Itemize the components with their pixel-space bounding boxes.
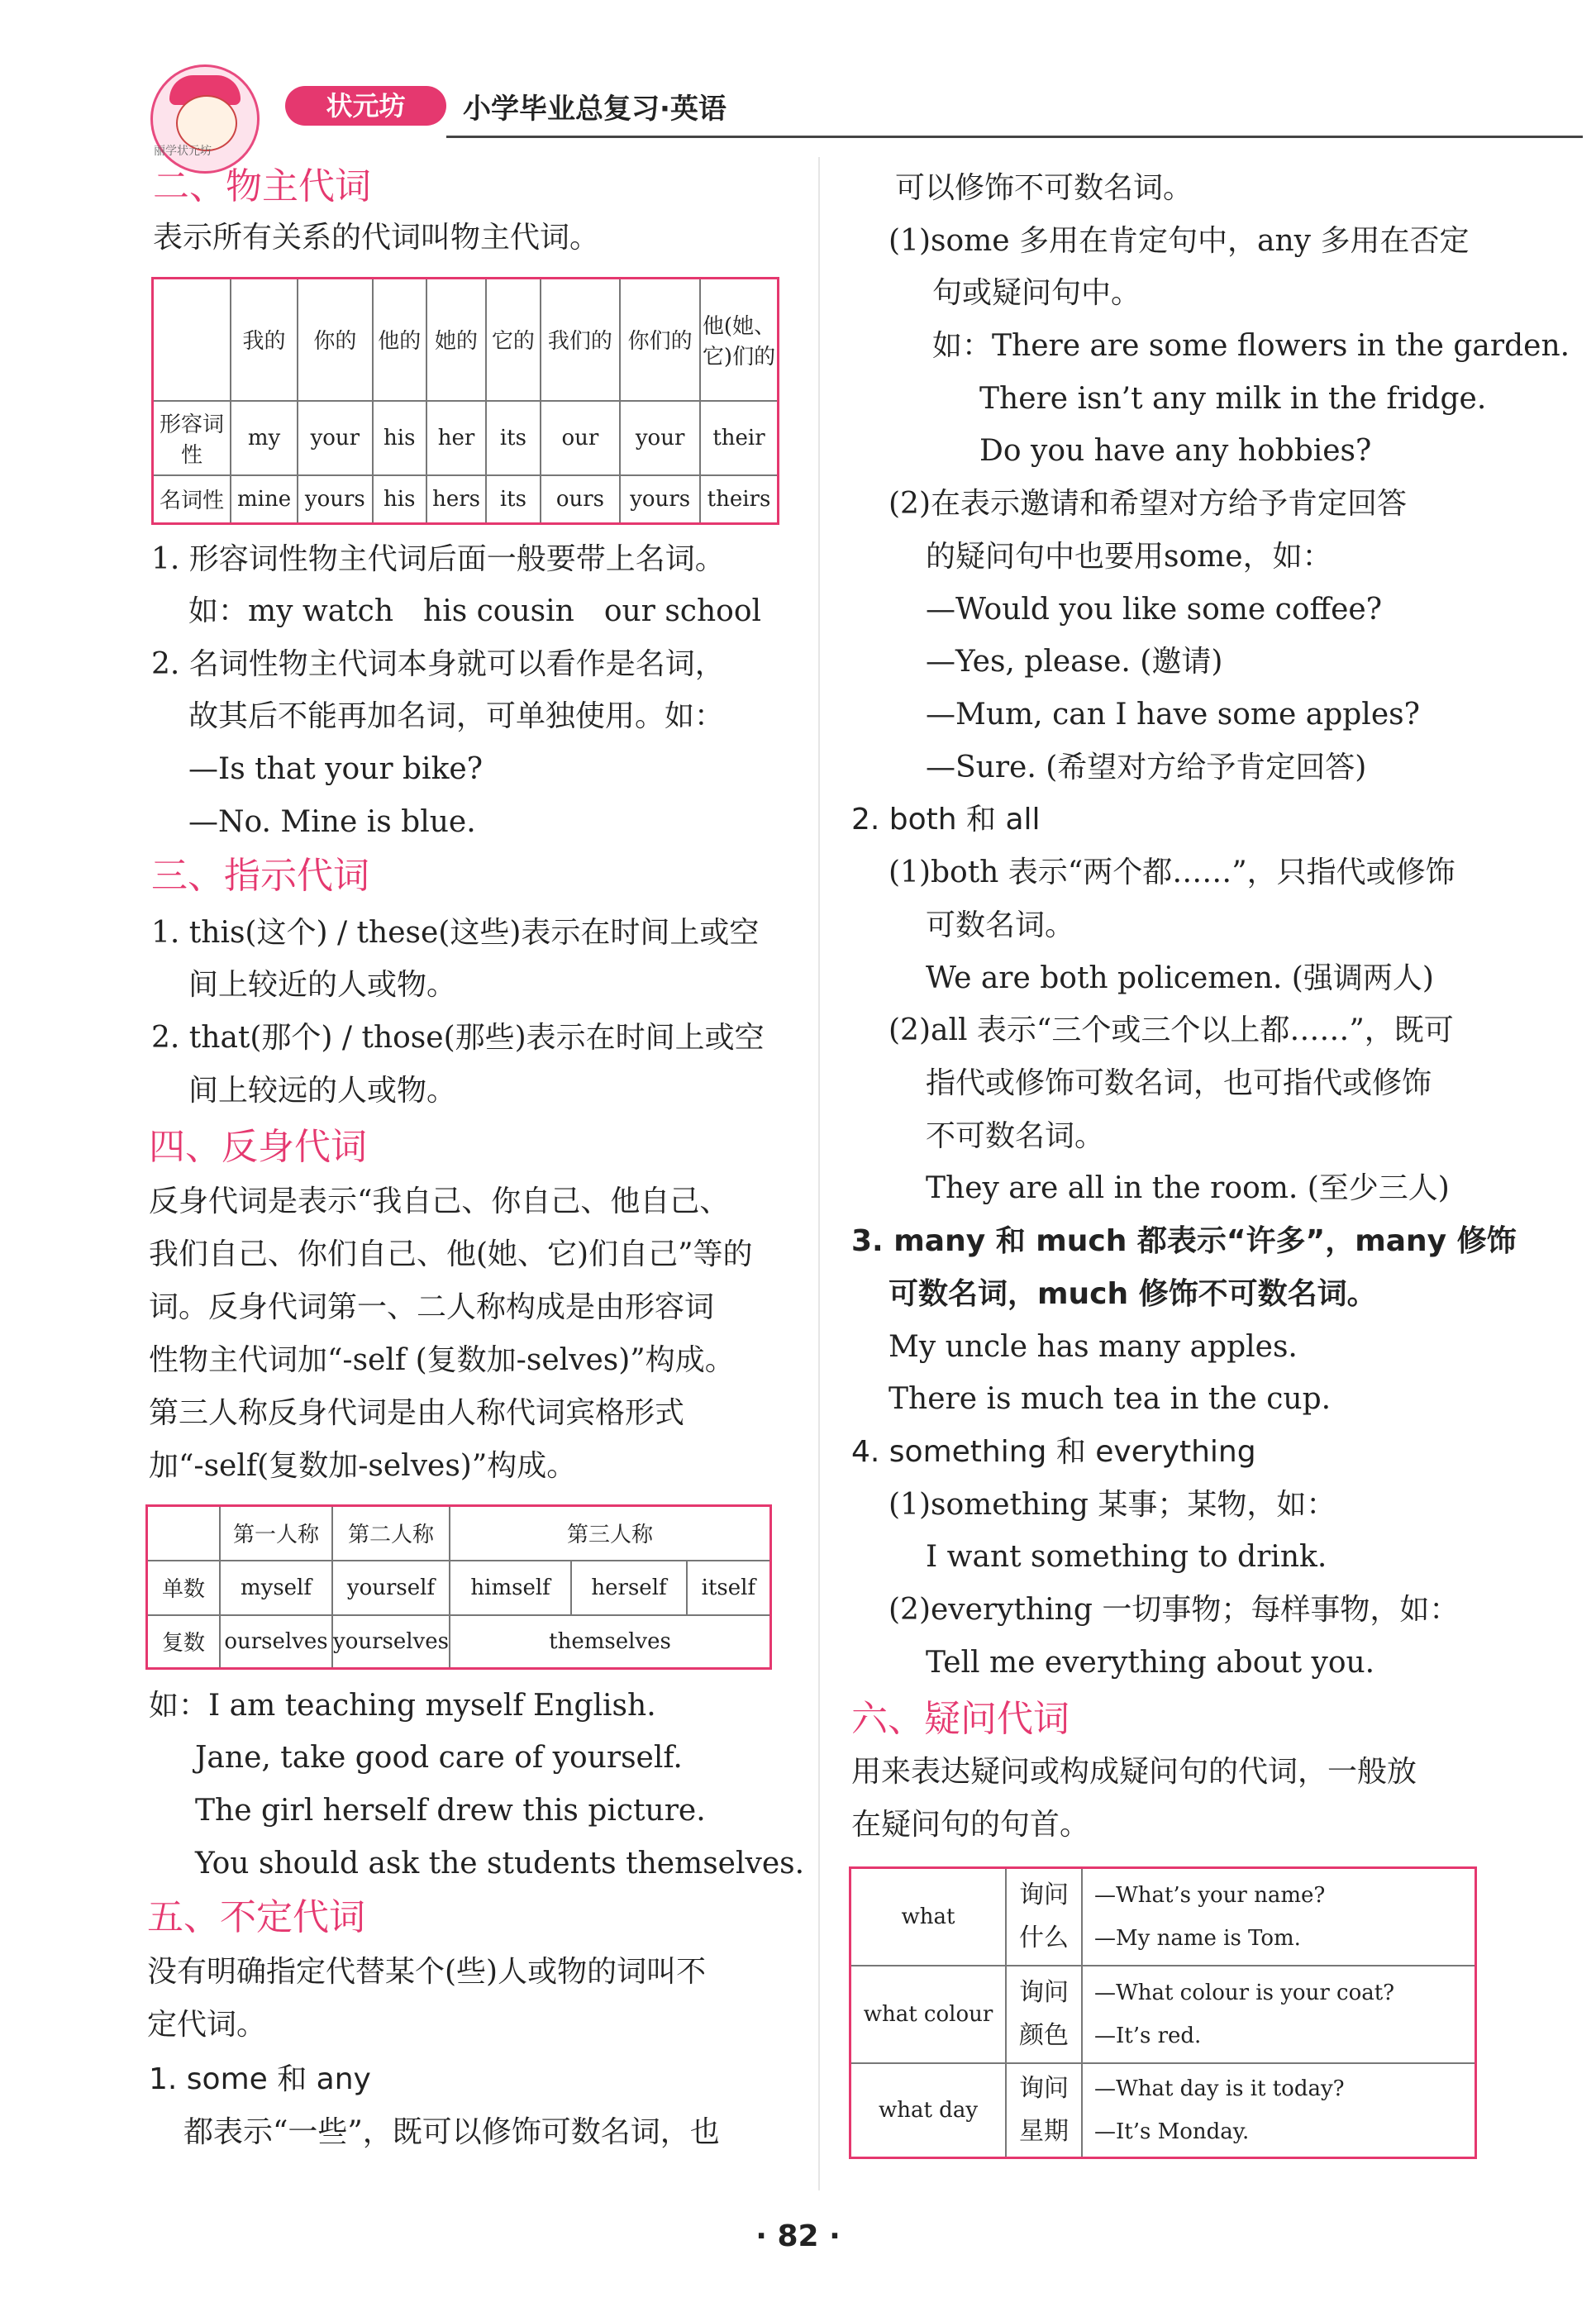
example-line: —It’s red. — [1094, 2023, 1202, 2048]
section-4-example: Jane, take good care of yourself. — [195, 1741, 683, 1775]
table-cell: yourself — [332, 1561, 450, 1615]
section-2-point-2-cont: 故其后不能再加名词，可单独使用。如： — [188, 699, 725, 733]
section-4-example: 如：I am teaching myself English. — [149, 1689, 656, 1723]
section-4-example: The girl herself drew this picture. — [195, 1794, 706, 1828]
section-5-intro-cont: 定代词。 — [147, 2008, 267, 2042]
question-word: what day — [850, 2063, 1007, 2158]
section-2-point-1-example: 如：my watch his cousin our school — [188, 594, 762, 628]
book-title: 小学毕业总复习·英语 — [463, 93, 727, 126]
table-cell: hers — [426, 475, 486, 524]
section-5-point-1-title: 1. some 和 any — [149, 2062, 371, 2096]
example-line: —It’s Monday. — [1094, 2119, 1250, 2144]
row-label: 名词性 — [153, 475, 231, 524]
right-text: My uncle has many apples. — [889, 1330, 1298, 1364]
right-text: —Would you like some coffee? — [926, 593, 1383, 627]
reflexive-table — [145, 1504, 772, 1670]
table-cell: her — [426, 401, 486, 475]
section-4-heading: 四、反身代词 — [149, 1126, 367, 1168]
section-3-point-1-cont: 间上较近的人或物。 — [188, 968, 457, 1002]
question-example — [1082, 2063, 1476, 2158]
section-5-heading: 五、不定代词 — [147, 1896, 365, 1938]
right-text: (1)something 某事；某物，如： — [889, 1488, 1336, 1522]
section-3-point-1: 1. this(这个) / these(这些)表示在时间上或空 — [151, 916, 760, 950]
question-meaning — [1006, 1966, 1082, 2063]
example-line: —Is that your bike? — [188, 752, 483, 786]
table-header: 她的 — [426, 279, 486, 401]
table-cell: its — [486, 475, 540, 524]
meaning-line: 星期 — [1019, 2116, 1069, 2146]
table-header: 第二人称 — [332, 1506, 450, 1561]
table-cell: yours — [620, 475, 700, 524]
right-text: 如：There are some flowers in the garden. — [932, 329, 1570, 363]
section-4-text: 词。反身代词第一、二人称构成是由形容词 — [149, 1290, 715, 1324]
table-header: 第一人称 — [220, 1506, 332, 1561]
row-label: 形容词性 — [153, 401, 231, 475]
right-text: We are both policemen. (强调两人) — [926, 961, 1434, 995]
table-cell — [153, 279, 231, 401]
table-cell: mine — [231, 475, 298, 524]
right-text: I want something to drink. — [926, 1540, 1327, 1574]
table-cell: itself — [687, 1561, 771, 1615]
right-point-title: 2. both 和 all — [851, 803, 1041, 837]
right-point-title: 4. something 和 everything — [851, 1435, 1256, 1469]
right-text: They are all in the room. (至少三人) — [926, 1171, 1450, 1205]
table-header: 他的 — [373, 279, 426, 401]
section-4-example: You should ask the students themselves. — [195, 1847, 805, 1881]
table-header: 他(她、它)们的 — [700, 279, 779, 401]
section-3-point-2-cont: 间上较远的人或物。 — [188, 1074, 457, 1108]
example-line: —No. Mine is blue. — [188, 805, 476, 839]
table-cell: himself — [450, 1561, 571, 1615]
table-cell: your — [298, 401, 372, 475]
section-4-text: 我们自己、你们自己、他(她、它)们自己”等的 — [149, 1237, 753, 1271]
right-text: 指代或修饰可数名词，也可指代或修饰 — [926, 1066, 1432, 1100]
table-cell: yours — [298, 475, 372, 524]
header-rule — [446, 136, 1583, 138]
table-cell: theirs — [700, 475, 779, 524]
meaning-line: 询问 — [1019, 1880, 1069, 1909]
table-header: 我的 — [231, 279, 298, 401]
section-6-intro-cont: 在疑问句的句首。 — [851, 1808, 1090, 1842]
right-text: Do you have any hobbies? — [979, 434, 1372, 468]
example-line: —What’s your name? — [1094, 1882, 1326, 1908]
section-2-heading: 二、物主代词 — [153, 165, 371, 207]
table-cell: my — [231, 401, 298, 475]
logo-caption: 丽学状元坊 — [154, 145, 212, 158]
question-example — [1082, 1868, 1476, 1966]
right-text: (2)all 表示“三个或三个以上都……”，既可 — [889, 1013, 1454, 1047]
question-word: what — [850, 1868, 1007, 1966]
right-text: (1)some 多用在肯定句中，any 多用在否定 — [889, 224, 1470, 258]
table-cell: your — [620, 401, 700, 475]
section-4-text: 性物主代词加“-self (复数加-selves)”构成。 — [149, 1343, 735, 1377]
page-number: · 82 · — [755, 2219, 841, 2253]
possessive-table — [151, 277, 779, 525]
table-cell: their — [700, 401, 779, 475]
section-5-intro: 没有明确指定代替某个(些)人或物的词叫不 — [147, 1955, 707, 1989]
section-2-point-2: 2. 名词性物主代词本身就可以看作是名词， — [151, 647, 725, 681]
table-header: 它的 — [486, 279, 540, 401]
section-5-point-1-text: 都表示“一些”，既可以修饰可数名词，也 — [183, 2115, 720, 2149]
section-3-heading: 三、指示代词 — [151, 855, 369, 897]
table-cell — [147, 1506, 221, 1561]
example-line: —My name is Tom. — [1094, 1925, 1301, 1951]
right-text: —Sure. (希望对方给予肯定回答) — [926, 751, 1367, 784]
right-text: There is much tea in the cup. — [889, 1382, 1332, 1416]
section-4-text: 反身代词是表示“我自己、你自己、他自己、 — [149, 1185, 730, 1218]
right-text: (2)在表示邀请和希望对方给予肯定回答 — [889, 487, 1407, 521]
right-text: —Mum, can I have some apples? — [926, 698, 1420, 732]
section-3-point-2: 2. that(那个) / those(那些)表示在时间上或空 — [151, 1021, 765, 1055]
section-4-text: 第三人称反身代词是由人称代词宾格形式 — [149, 1396, 685, 1430]
table-cell: ourselves — [220, 1615, 332, 1669]
right-text: 可数名词。 — [926, 908, 1075, 942]
section-2-intro: 表示所有关系的代词叫物主代词。 — [153, 221, 600, 255]
question-words-table — [849, 1866, 1477, 2159]
example-line: —What day is it today? — [1094, 2076, 1345, 2101]
section-6-heading: 六、疑问代词 — [851, 1698, 1070, 1740]
table-cell: themselves — [450, 1615, 771, 1669]
example-line: —What colour is your coat? — [1094, 1980, 1395, 2005]
right-point-title: 3. many 和 much 都表示“许多”，many 修饰 — [851, 1224, 1517, 1258]
right-text: —Yes, please. (邀请) — [926, 645, 1223, 679]
question-meaning — [1006, 1868, 1082, 1966]
table-cell: yourselves — [332, 1615, 450, 1669]
right-text: 的疑问句中也要用some，如： — [926, 540, 1332, 574]
column-divider — [818, 157, 820, 2190]
meaning-line: 询问 — [1019, 2073, 1069, 2103]
table-cell: ours — [541, 475, 621, 524]
meaning-line: 什么 — [1019, 1923, 1069, 1952]
section-6-intro: 用来表达疑问或构成疑问句的代词，一般放 — [851, 1755, 1417, 1789]
table-header: 我们的 — [541, 279, 621, 401]
question-word: what colour — [850, 1966, 1007, 2063]
right-text: Tell me everything about you. — [926, 1646, 1375, 1680]
table-cell: its — [486, 401, 540, 475]
right-text: (2)everything 一切事物；每样事物，如： — [889, 1593, 1460, 1627]
right-text: 不可数名词。 — [926, 1119, 1105, 1153]
row-label: 单数 — [147, 1561, 221, 1615]
right-point-title-cont: 可数名词，much 修饰不可数名词。 — [889, 1277, 1377, 1311]
right-text: 句或疑问句中。 — [932, 276, 1141, 310]
table-header: 你的 — [298, 279, 372, 401]
section-2-point-1: 1. 形容词性物主代词后面一般要带上名词。 — [151, 542, 725, 576]
brand-badge: 状元坊 — [285, 86, 446, 126]
right-text: 可以修饰不可数名词。 — [895, 171, 1193, 205]
table-cell: myself — [220, 1561, 332, 1615]
meaning-line: 颜色 — [1019, 2020, 1069, 2050]
table-header: 第三人称 — [450, 1506, 771, 1561]
question-meaning — [1006, 2063, 1082, 2158]
row-label: 复数 — [147, 1615, 221, 1669]
table-header: 你们的 — [620, 279, 700, 401]
meaning-line: 询问 — [1019, 1977, 1069, 2007]
question-example — [1082, 1966, 1476, 2063]
section-4-text: 加“-self(复数加-selves)”构成。 — [149, 1449, 577, 1483]
table-cell: his — [373, 401, 426, 475]
right-text: There isn’t any milk in the fridge. — [979, 382, 1487, 416]
table-cell: his — [373, 475, 426, 524]
right-text: (1)both 表示“两个都……”，只指代或修饰 — [889, 856, 1455, 889]
table-cell: herself — [571, 1561, 687, 1615]
table-cell: our — [541, 401, 621, 475]
